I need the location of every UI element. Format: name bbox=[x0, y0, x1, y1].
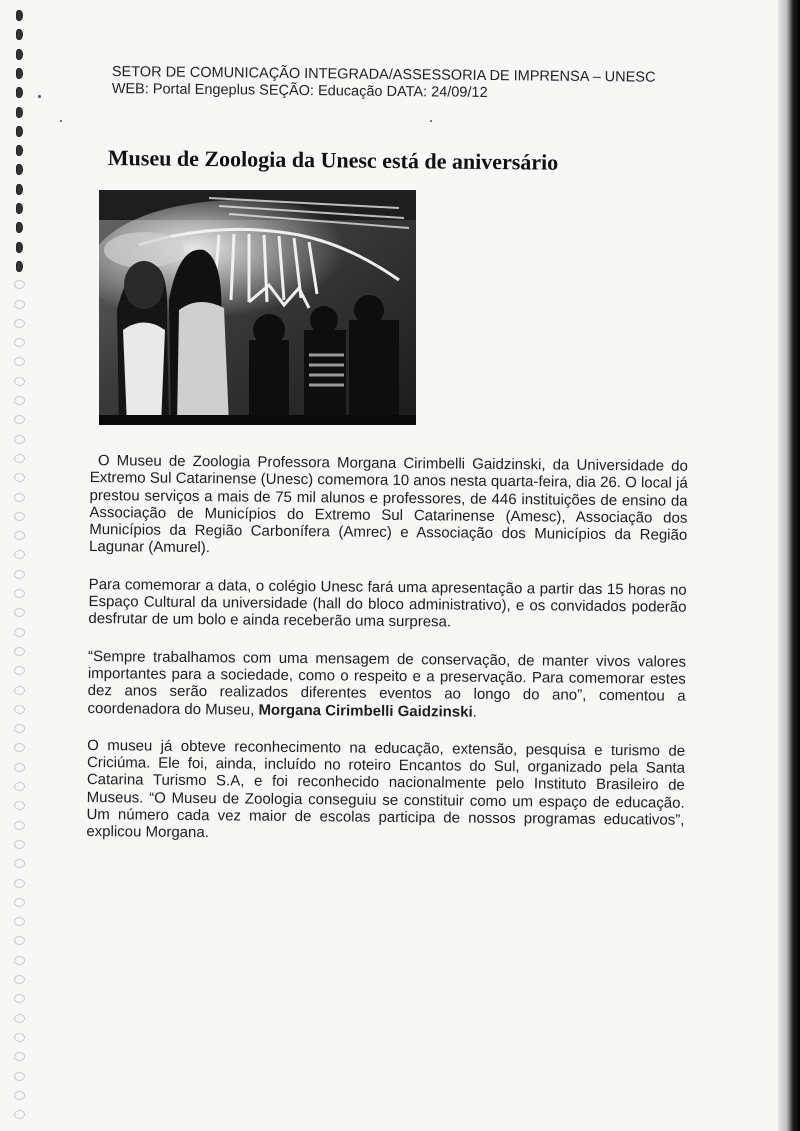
binder-hole bbox=[16, 203, 23, 214]
binder-holes bbox=[0, 0, 40, 1131]
binder-hole bbox=[14, 724, 25, 733]
binder-hole bbox=[14, 821, 25, 830]
binder-hole bbox=[14, 280, 25, 289]
scan-speck bbox=[430, 120, 432, 122]
binder-hole bbox=[14, 300, 25, 309]
binder-hole bbox=[14, 782, 25, 791]
paragraph-3-text: “Sempre trabalhamos com uma mensagem de conservação, de manter vivos valores importantes para a sociedade, como o respeito e a preservação. Para comemorar estes dez anos serão realizados diferentes eventos ao longo do ano”, comentou a coordenadora do Museu, bbox=[87, 647, 687, 719]
binder-hole bbox=[14, 743, 25, 752]
binder-hole bbox=[14, 647, 25, 656]
binder-hole bbox=[14, 763, 25, 772]
binder-hole bbox=[14, 705, 25, 714]
binder-hole bbox=[16, 126, 23, 137]
binder-hole bbox=[16, 145, 23, 156]
article-title: Museu de Zoologia da Unesc está de aniversário bbox=[107, 145, 559, 175]
binder-hole bbox=[14, 975, 25, 984]
binder-hole bbox=[16, 242, 23, 253]
press-header bbox=[112, 64, 692, 104]
binder-hole bbox=[16, 10, 23, 21]
binder-hole bbox=[14, 1072, 25, 1081]
binder-hole bbox=[14, 589, 25, 598]
binder-hole bbox=[16, 49, 23, 60]
binder-hole bbox=[14, 396, 25, 405]
binder-hole bbox=[14, 1052, 25, 1061]
binder-hole bbox=[14, 1110, 25, 1119]
header-sector-line: SETOR DE COMUNICAÇÃO INTEGRADA/ASSESSORIA DE IMPRENSA – UNESC bbox=[111, 64, 656, 86]
binder-hole bbox=[14, 512, 25, 521]
binder-hole bbox=[16, 87, 23, 98]
binder-hole bbox=[14, 956, 25, 965]
binder-hole bbox=[14, 415, 25, 424]
coordinator-name: Morgana Cirimbelli Gaidzinski bbox=[258, 701, 473, 721]
binder-hole bbox=[14, 1033, 25, 1042]
binder-hole bbox=[14, 917, 25, 926]
binder-hole bbox=[16, 29, 23, 40]
binder-hole bbox=[14, 493, 25, 502]
binder-hole bbox=[14, 628, 25, 637]
binder-hole bbox=[16, 222, 23, 233]
binder-hole bbox=[16, 68, 23, 79]
binder-hole bbox=[14, 357, 25, 366]
binder-hole bbox=[14, 319, 25, 328]
binder-hole bbox=[14, 666, 25, 675]
binder-hole bbox=[14, 435, 25, 444]
binder-hole bbox=[14, 686, 25, 695]
scan-speck bbox=[38, 95, 41, 98]
scan-speck bbox=[60, 120, 62, 122]
binder-hole bbox=[14, 936, 25, 945]
binder-hole bbox=[16, 164, 23, 175]
binder-hole bbox=[14, 454, 25, 463]
binder-hole bbox=[14, 550, 25, 559]
paragraph-2: Para comemorar a data, o colégio Unesc fará uma apresentação a partir das 15 horas no Espaço Cultural da universidade (hall do bloco administrativo), e os convidados poderão desfrutar de um bolo e ainda receberão uma surpresa. bbox=[88, 575, 687, 631]
paragraph-1: O Museu de Zoologia Professora Morgana Cirimbelli Gaidzinski, da Universidade do Extremo Sul Catarinense (Unesc) comemora 10 anos nesta quarta-feira, dia 26. O local já prestou serviços a mais de 75 mil alunos e professores, de 446 instituições de ensino da Associação de Municípios do Extremo Sul Catarinense (Amesc), Associação dos Municípios da Região Carbonífera (Amrec) e Associação dos Municípios da Região Lagunar (Amurel). bbox=[89, 452, 688, 557]
article-body bbox=[86, 452, 688, 866]
binder-hole bbox=[14, 531, 25, 540]
binder-hole bbox=[16, 184, 23, 195]
binder-hole bbox=[14, 338, 25, 347]
binder-hole bbox=[14, 859, 25, 868]
paragraph-4: O museu já obteve reconhecimento na educação, extensão, pesquisa e turismo de Criciúma. Ele foi, ainda, incluído no roteiro Encantos do Sul, organizado pela Santa Catarina Turismo S.A, e foi reconhecido nacionalmente pelo Instituto Brasileiro de Museus. “O Museu de Zoologia conseguiu se constituir como um espaço de educação. Um número cada vez maior de escolas participa de nossos programas educativos”, explicou Morgana. bbox=[86, 736, 686, 842]
binder-hole bbox=[14, 994, 25, 1003]
paragraph-3 bbox=[87, 648, 686, 723]
photo-illustration bbox=[99, 190, 416, 425]
binder-hole bbox=[14, 898, 25, 907]
binder-hole bbox=[14, 840, 25, 849]
header-web-line: WEB: Portal Engeplus SEÇÃO: Educação DATA: 24/09/12 bbox=[111, 80, 488, 101]
binder-hole bbox=[14, 1091, 25, 1100]
paragraph-3-end: . bbox=[472, 703, 477, 721]
museum-skeleton-photo bbox=[99, 190, 416, 425]
binder-hole bbox=[16, 107, 23, 118]
binder-hole bbox=[14, 801, 25, 810]
binder-hole bbox=[14, 570, 25, 579]
scan-edge-shadow bbox=[778, 0, 800, 1131]
binder-hole bbox=[14, 879, 25, 888]
binder-hole bbox=[16, 261, 23, 272]
binder-hole bbox=[14, 1014, 25, 1023]
binder-hole bbox=[14, 377, 25, 386]
binder-hole bbox=[14, 473, 25, 482]
binder-hole bbox=[14, 608, 25, 617]
